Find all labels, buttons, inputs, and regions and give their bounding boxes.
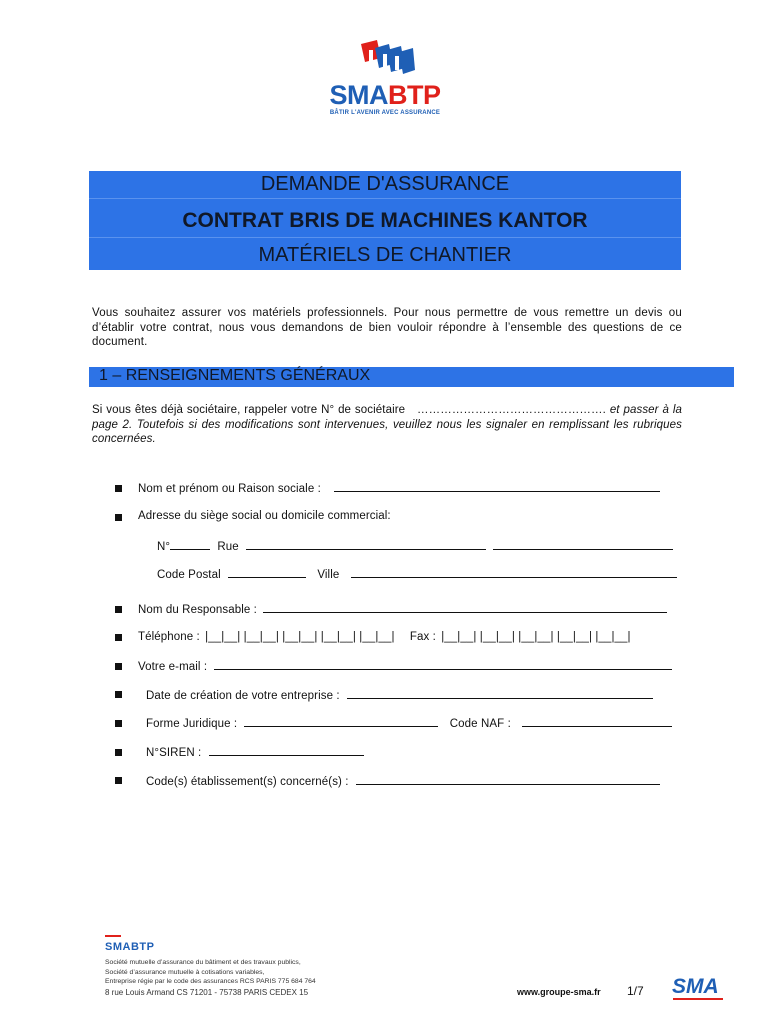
bullet-icon xyxy=(115,663,122,670)
address-label: Adresse du siège social ou domicile commercial: xyxy=(138,510,391,522)
footer-legal-line: Entreprise régie par le code des assurances RCS PARIS 775 684 764 xyxy=(105,978,316,985)
bullet-icon xyxy=(115,749,122,756)
fax-label: Fax : xyxy=(409,631,436,643)
section-1-title: 1 – RENSEIGNEMENTS GÉNÉRAUX xyxy=(99,367,371,384)
creation-date-field[interactable] xyxy=(347,688,653,699)
postal-code-field[interactable] xyxy=(228,567,306,578)
email-row xyxy=(138,659,672,673)
establishment-field[interactable] xyxy=(356,774,660,785)
note-italic: et passer à la page 2. Toutefois si des modifications sont intervenues, veuillez nous les signaler en remplissant les rubriques concernées. xyxy=(92,404,682,445)
legal-form-row xyxy=(146,716,672,730)
sma-logo: SMA xyxy=(672,975,719,998)
title-divider xyxy=(89,237,681,238)
siren-row xyxy=(146,745,364,759)
footer-legal-line: Société mutuelle d’assurance du bâtiment et des travaux publics, xyxy=(105,959,301,966)
street-field[interactable] xyxy=(246,539,486,550)
bullet-icon xyxy=(115,634,122,641)
section-1-note xyxy=(92,403,682,447)
naf-field[interactable] xyxy=(522,716,672,727)
title-line-3: MATÉRIELS DE CHANTIER xyxy=(258,244,512,266)
manager-row xyxy=(138,602,667,616)
street-row xyxy=(157,539,673,553)
title-banner xyxy=(89,171,681,270)
postal-code-label: Code Postal xyxy=(157,569,221,581)
title-line-1: DEMANDE D'ASSURANCE xyxy=(260,173,510,195)
street-label: Rue xyxy=(217,541,239,553)
city-field[interactable] xyxy=(351,567,677,578)
footer-legal-line: Société d’assurance mutuelle à cotisations variables, xyxy=(105,968,265,976)
email-field[interactable] xyxy=(214,659,672,670)
intro-paragraph: Vous souhaitez assurer vos matériels professionnels. Pour nous permettre de vous remettre un devis ou d’établir votre contrat, nous vous demandons de bien vouloir répondre à l’ensemble des questions de ce document. xyxy=(92,307,682,348)
name-label: Nom et prénom ou Raison sociale : xyxy=(138,483,321,495)
bullet-icon xyxy=(115,777,122,784)
footer-legal xyxy=(105,958,316,987)
establishment-label: Code(s) établissement(s) concerné(s) : xyxy=(146,776,349,788)
creation-row xyxy=(146,688,653,702)
title-line-2: CONTRAT BRIS DE MACHINES KANTOR xyxy=(182,209,588,232)
manager-label: Nom du Responsable : xyxy=(138,604,257,616)
phone-row xyxy=(138,631,631,643)
bullet-icon xyxy=(115,485,122,492)
phone-label: Téléphone : xyxy=(138,631,200,643)
footer-website-link[interactable]: www.groupe-sma.fr xyxy=(517,987,601,997)
creation-date-label: Date de création de votre entreprise : xyxy=(146,690,340,702)
street-field-2[interactable] xyxy=(493,539,673,550)
footer-red-bar xyxy=(105,935,121,937)
phone-field[interactable]: |__|__| |__|__| |__|__| |__|__| |__|__| xyxy=(205,631,395,643)
naf-label: Code NAF : xyxy=(449,718,511,730)
name-field[interactable] xyxy=(334,481,660,492)
city-label: Ville xyxy=(317,569,340,581)
street-number-label: N° xyxy=(157,541,171,553)
name-row xyxy=(138,481,660,495)
footer-address: 8 rue Louis Armand CS 71201 - 75738 PARIS CEDEX 15 xyxy=(105,988,309,997)
sma-logo-bar xyxy=(673,998,723,1000)
legal-form-field[interactable] xyxy=(244,716,438,727)
note-text: Si vous êtes déjà sociétaire, rappeler votre N° de sociétaire xyxy=(92,404,406,416)
bullet-icon xyxy=(115,606,122,613)
manager-field[interactable] xyxy=(263,602,667,613)
footer-brand: SMABTP xyxy=(105,941,155,953)
siren-field[interactable] xyxy=(209,745,364,756)
member-number-field[interactable]: …………………………………………. xyxy=(417,404,606,416)
bullet-icon xyxy=(115,720,122,727)
bullet-icon xyxy=(115,691,122,698)
establishment-row xyxy=(146,774,660,788)
fax-field[interactable]: |__|__| |__|__| |__|__| |__|__| |__|__| xyxy=(441,631,631,643)
page-number: 1/7 xyxy=(627,984,644,998)
street-number-field[interactable] xyxy=(170,539,210,550)
email-label: Votre e-mail : xyxy=(138,661,208,673)
legal-form-label: Forme Juridique : xyxy=(146,718,238,730)
logo-tagline: BÂTIR L'AVENIR AVEC ASSURANCE xyxy=(329,110,441,116)
smabtp-logo-wordmark: SMABTP xyxy=(329,80,441,110)
city-row xyxy=(157,567,677,581)
smabtp-logo-mark xyxy=(355,40,415,76)
siren-label: N°SIREN : xyxy=(146,747,202,759)
section-1-header xyxy=(89,367,734,387)
title-divider xyxy=(89,198,681,199)
bullet-icon xyxy=(115,514,122,521)
